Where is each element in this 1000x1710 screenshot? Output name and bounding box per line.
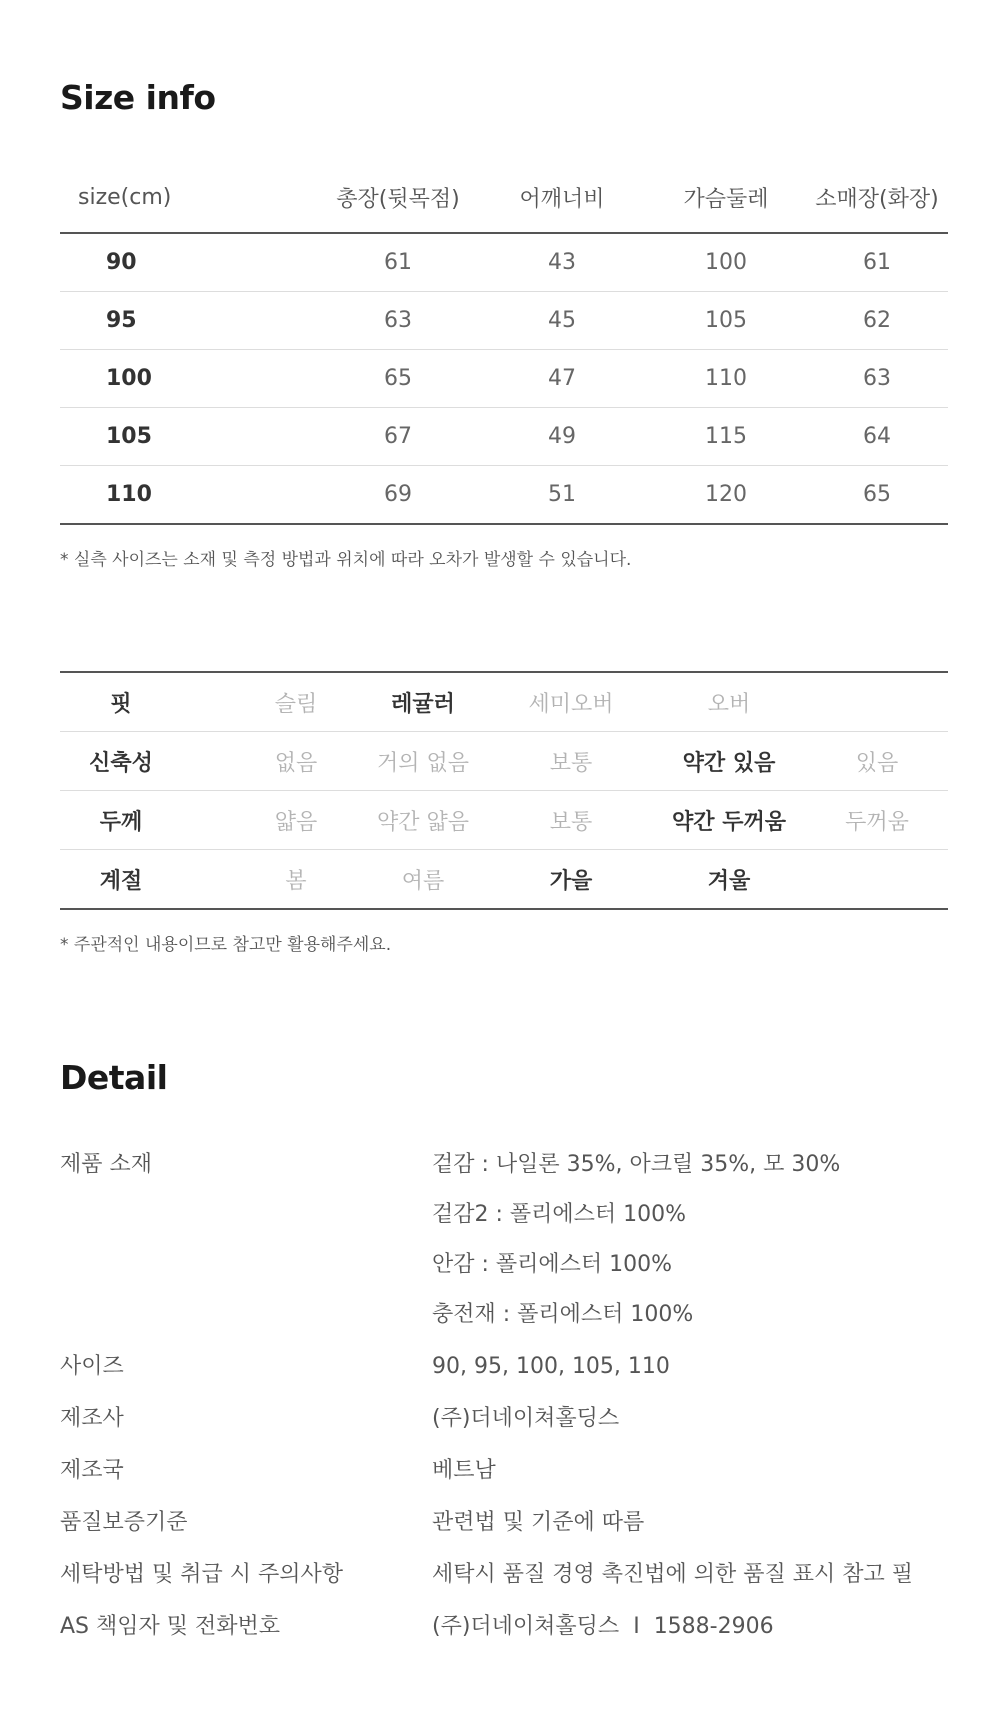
header-shoulder-width: 어깨너비 (519, 186, 605, 212)
size-table-header (60, 162, 948, 234)
size-table-row (60, 350, 948, 408)
detail-label: AS 책임자 및 전화번호 (60, 1614, 281, 1639)
detail-value: 충전재 : 폴리에스터 100% (432, 1302, 694, 1327)
fit-option: 여름 (401, 868, 445, 894)
separator: I (633, 1614, 640, 1639)
header-chest: 가슴둘레 (683, 186, 769, 212)
detail-value: 관련법 및 기준에 따름 (432, 1510, 645, 1535)
fit-row-label: 신축성 (89, 750, 153, 776)
size-cell: 100 (106, 366, 152, 391)
detail-row-care (60, 1562, 948, 1588)
fit-row-label: 핏 (110, 691, 132, 717)
detail-row-quality (60, 1510, 948, 1536)
detail-row-sizes (60, 1354, 948, 1380)
detail-label: 품질보증기준 (60, 1510, 188, 1535)
detail-label: 세탁방법 및 취급 시 주의사항 (60, 1562, 343, 1587)
fit-row-stretch (60, 732, 948, 791)
size-table (60, 162, 948, 525)
sleeve-cell: 63 (863, 366, 891, 391)
fit-row-season (60, 850, 948, 910)
header-total-length: 총장(뒷목점) (336, 186, 460, 212)
fit-row-fit (60, 673, 948, 732)
size-measurement-note: * 실측 사이즈는 소재 및 측정 방법과 위치에 따라 오차가 발생할 수 있습니다. (60, 550, 632, 570)
detail-label: 제조사 (60, 1406, 124, 1431)
fit-option: 얇음 (274, 809, 318, 835)
total-length-cell: 67 (384, 424, 412, 449)
fit-row-thickness (60, 791, 948, 850)
detail-list (60, 1152, 948, 1666)
fit-option: 있음 (855, 750, 899, 776)
fit-option: 레귤러 (391, 691, 455, 717)
size-cell: 90 (106, 250, 137, 275)
fit-option: 봄 (285, 868, 307, 894)
size-cell: 110 (106, 482, 152, 507)
fit-subjective-note: * 주관적인 내용이므로 참고만 활용해주세요. (60, 935, 392, 955)
shoulder-cell: 49 (548, 424, 576, 449)
fit-option: 오버 (707, 691, 751, 717)
size-table-row (60, 408, 948, 466)
fit-option: 보통 (549, 809, 593, 835)
chest-cell: 100 (705, 250, 747, 275)
as-phone: 1588-2906 (653, 1614, 774, 1639)
detail-row-as-contact (60, 1614, 948, 1640)
detail-value: (주)더네이쳐홀딩스 (432, 1406, 620, 1431)
as-company: (주)더네이쳐홀딩스 (432, 1614, 620, 1639)
chest-cell: 105 (705, 308, 747, 333)
fit-option: 약간 두꺼움 (672, 809, 786, 835)
size-table-row (60, 234, 948, 292)
chest-cell: 110 (705, 366, 747, 391)
shoulder-cell: 47 (548, 366, 576, 391)
size-info-title: Size info (60, 78, 216, 117)
detail-value: 베트남 (432, 1458, 496, 1483)
fit-option: 겨울 (707, 868, 751, 894)
fit-option: 없음 (274, 750, 318, 776)
fit-row-label: 두께 (99, 809, 143, 835)
sleeve-cell: 64 (863, 424, 891, 449)
detail-row-material (60, 1152, 948, 1328)
detail-value (432, 1614, 948, 1640)
detail-title: Detail (60, 1058, 168, 1097)
fit-row-label: 계절 (99, 868, 143, 894)
size-table-row (60, 466, 948, 525)
detail-value: 안감 : 폴리에스터 100% (432, 1252, 673, 1277)
detail-label: 제품 소재 (60, 1152, 153, 1177)
sleeve-cell: 65 (863, 482, 891, 507)
fit-option: 거의 없음 (376, 750, 469, 776)
total-length-cell: 69 (384, 482, 412, 507)
fit-option: 세미오버 (528, 691, 614, 717)
header-sleeve-length: 소매장(화장) (815, 186, 939, 212)
shoulder-cell: 43 (548, 250, 576, 275)
fit-option: 약간 얇음 (376, 809, 469, 835)
chest-cell: 120 (705, 482, 747, 507)
fit-option: 두꺼움 (845, 809, 909, 835)
fit-option: 슬림 (274, 691, 318, 717)
fit-table (60, 671, 948, 910)
detail-row-manufacturer (60, 1406, 948, 1432)
header-size: size(cm) (78, 184, 172, 210)
total-length-cell: 65 (384, 366, 412, 391)
fit-option: 가을 (549, 868, 593, 894)
sleeve-cell: 61 (863, 250, 891, 275)
size-table-row (60, 292, 948, 350)
shoulder-cell: 51 (548, 482, 576, 507)
detail-row-country (60, 1458, 948, 1484)
detail-value: 90, 95, 100, 105, 110 (432, 1354, 670, 1379)
size-cell: 95 (106, 308, 137, 333)
total-length-cell: 61 (384, 250, 412, 275)
detail-label: 제조국 (60, 1458, 124, 1483)
chest-cell: 115 (705, 424, 747, 449)
fit-option: 보통 (549, 750, 593, 776)
fit-option: 약간 있음 (682, 750, 776, 776)
detail-label: 사이즈 (60, 1354, 124, 1379)
size-cell: 105 (106, 424, 152, 449)
detail-value: 겉감2 : 폴리에스터 100% (432, 1202, 687, 1227)
sleeve-cell: 62 (863, 308, 891, 333)
shoulder-cell: 45 (548, 308, 576, 333)
total-length-cell: 63 (384, 308, 412, 333)
detail-value: 겉감 : 나일론 35%, 아크릴 35%, 모 30% (432, 1152, 841, 1177)
detail-value: 세탁시 품질 경영 촉진법에 의한 품질 표시 참고 필 (432, 1562, 913, 1587)
